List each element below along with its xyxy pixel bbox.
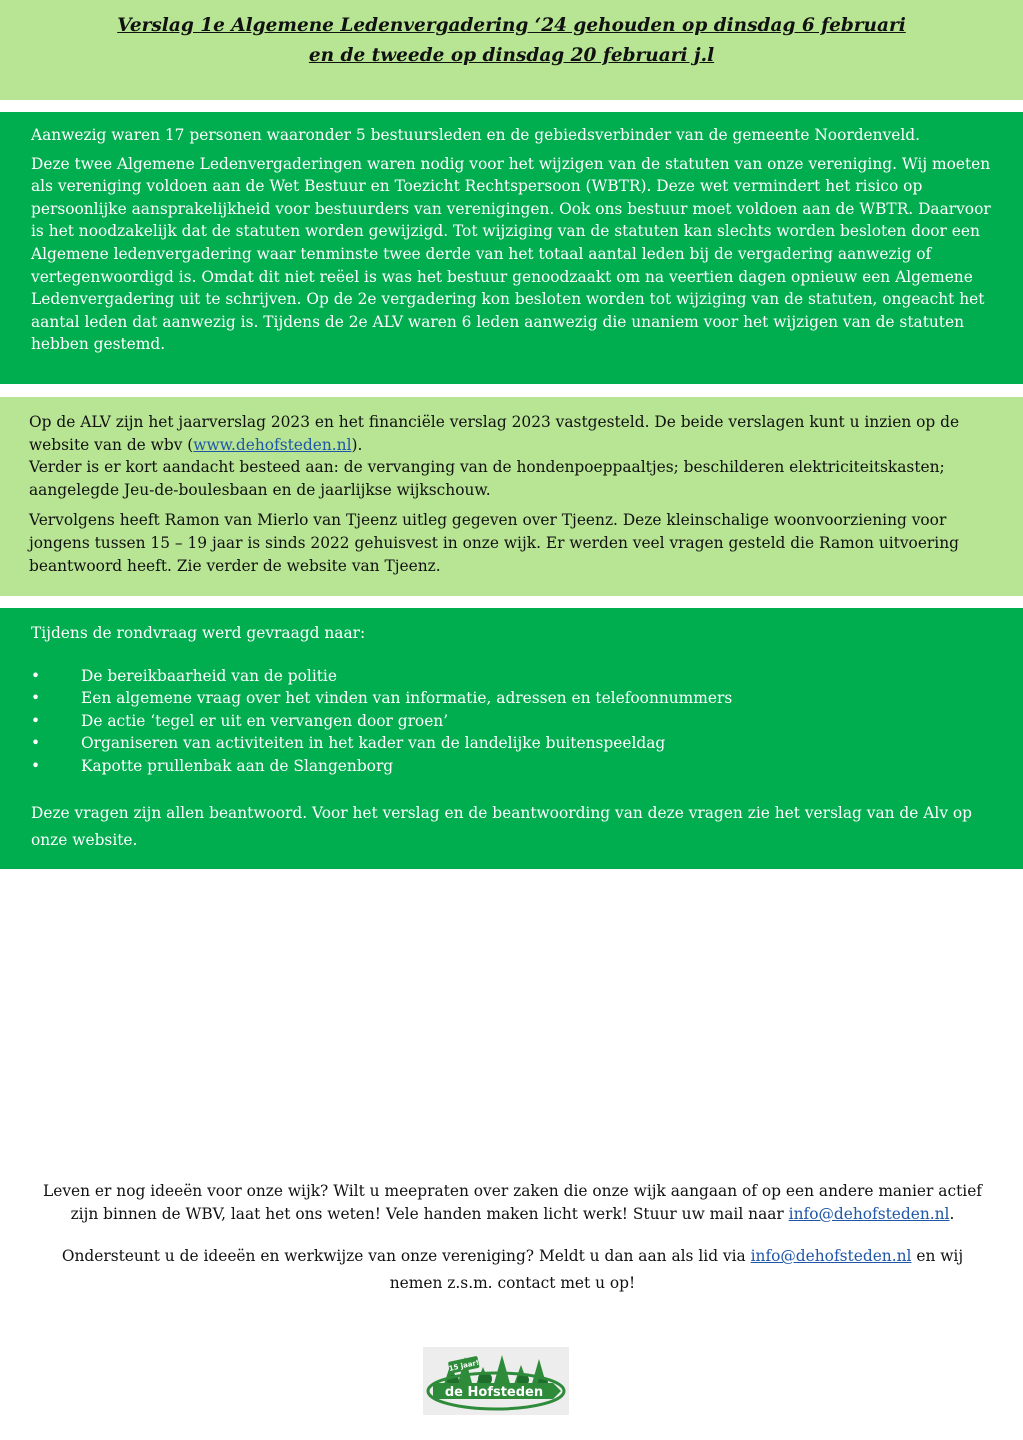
questions-closing: Deze vragen zijn allen beantwoord. Voor het verslag en de beantwoording van deze vragen zie het verslag van de Alv op onze website.	[31, 803, 973, 849]
hofsteden-logo	[423, 1347, 569, 1415]
attention-text: Verder is er kort aandacht besteed aan: de vervanging van de hondenpoeppaaltjes; beschilderen elektriciteitskasten; aangelegde Jeu-de-boulesbaan en de jaarlijkse wijkschouw.	[29, 458, 945, 499]
questions-list	[31, 665, 993, 778]
attendance-section	[0, 112, 1023, 384]
reports-text-end: ).	[351, 435, 363, 454]
logo-name-text: de Hofsteden	[444, 1385, 544, 1400]
title-banner	[0, 0, 1023, 100]
footer-call-to-action	[40, 1180, 985, 1297]
email-link[interactable]: info@dehofsteden.nl	[750, 1247, 912, 1266]
attendance-intro: Aanwezig waren 17 personen waaronder 5 bestuursleden en de gebiedsverbinder van de gemeente Noordenveld.	[31, 126, 921, 144]
questions-section	[0, 608, 1023, 869]
attendance-body: Deze twee Algemene Ledenvergaderingen waren nodig voor het wijzigen van de statuten van onze vereniging. Wij moeten als vereniging voldoen aan de Wet Bestuur en Toezicht Rechtspersoon (WBTR). Deze wet vermindert het risico op persoonlijke aansprakelijkheid voor bestuurders van verenigingen. Ook ons bestuur moet voldoen aan de WBTR. Daarvoor is het noodzakelijk dat de statuten worden gewijzigd. Tot wijziging van de statuten kan slechts worden besloten door een Algemene ledenvergadering waar tenminste twee derde van het totaal aantal leden bij de vergadering aanwezig of vertegenwoordigd is. Omdat dit niet reëel is was het bestuur genoodzaakt om na veertien dagen opnieuw een Algemene Ledenvergadering uit te schrijven. Op de 2e vergadering kon besloten worden tot wijziging van de statuten, ongeacht het aantal leden dat aanwezig is. Tijdens de 2e ALV waren 6 leden aanwezig die unaniem voor het wijzigen van de statuten hebben gestemd.	[31, 154, 991, 354]
list-item: • De actie ‘tegel er uit en vervangen door groen’	[31, 710, 993, 733]
list-item: • Kapotte prullenbak aan de Slangenborg	[31, 755, 993, 778]
ideas-text: Leven er nog ideeën voor onze wijk? Wilt u meepraten over zaken die onze wijk aangaan of op een andere manier actief zijn binnen de WBV, laat het ons weten! Vele handen maken licht werk! Stuur uw mail naar	[42, 1182, 982, 1223]
list-item: • Een algemene vraag over het vinden van informatie, adressen en telefoonnummers	[31, 687, 993, 710]
tjeenz-paragraph: Vervolgens heeft Ramon van Mierlo van Tjeenz uitleg gegeven over Tjeenz. Deze kleinschalige woonvoorziening voor jongens tussen 15 – 19 jaar is sinds 2022 gehuisvest in onze wijk. Er werden veel vragen gesteld die Ramon uitvoering beantwoord heeft. Zie verder de website van Tjeenz.	[29, 511, 959, 575]
list-item: • Organiseren van activiteiten in het kader van de landelijke buitenspeeldag	[31, 732, 993, 755]
reports-section	[0, 397, 1023, 596]
reports-paragraph	[29, 411, 999, 501]
logo-graphic	[423, 1347, 569, 1415]
reports-text: Op de ALV zijn het jaarverslag 2023 en het financiële verslag 2023 vastgesteld. De beide verslagen kunt u inzien op de website van de wbv (	[29, 413, 960, 454]
logo-badge-text: 15 jaar!	[448, 1358, 480, 1373]
list-item: • De bereikbaarheid van de politie	[31, 665, 993, 688]
ideas-end: .	[949, 1204, 955, 1223]
website-link[interactable]: www.dehofsteden.nl	[193, 435, 352, 454]
ideas-paragraph	[40, 1180, 985, 1225]
page-title-line-1: Verslag 1e Algemene Ledenvergadering ‘24 gehouden op dinsdag 6 februari	[117, 15, 906, 36]
join-end: en wij nemen z.s.m. contact met u op!	[389, 1247, 964, 1293]
questions-intro: Tijdens de rondvraag werd gevraagd naar:	[31, 624, 366, 642]
email-link[interactable]: info@dehofsteden.nl	[788, 1204, 950, 1223]
join-paragraph	[40, 1243, 985, 1297]
page-title-line-2: en de tweede op dinsdag 20 februari j.l	[308, 45, 715, 66]
join-text: Ondersteunt u de ideeën en werkwijze van onze vereniging? Meldt u dan aan als lid via	[61, 1247, 751, 1266]
